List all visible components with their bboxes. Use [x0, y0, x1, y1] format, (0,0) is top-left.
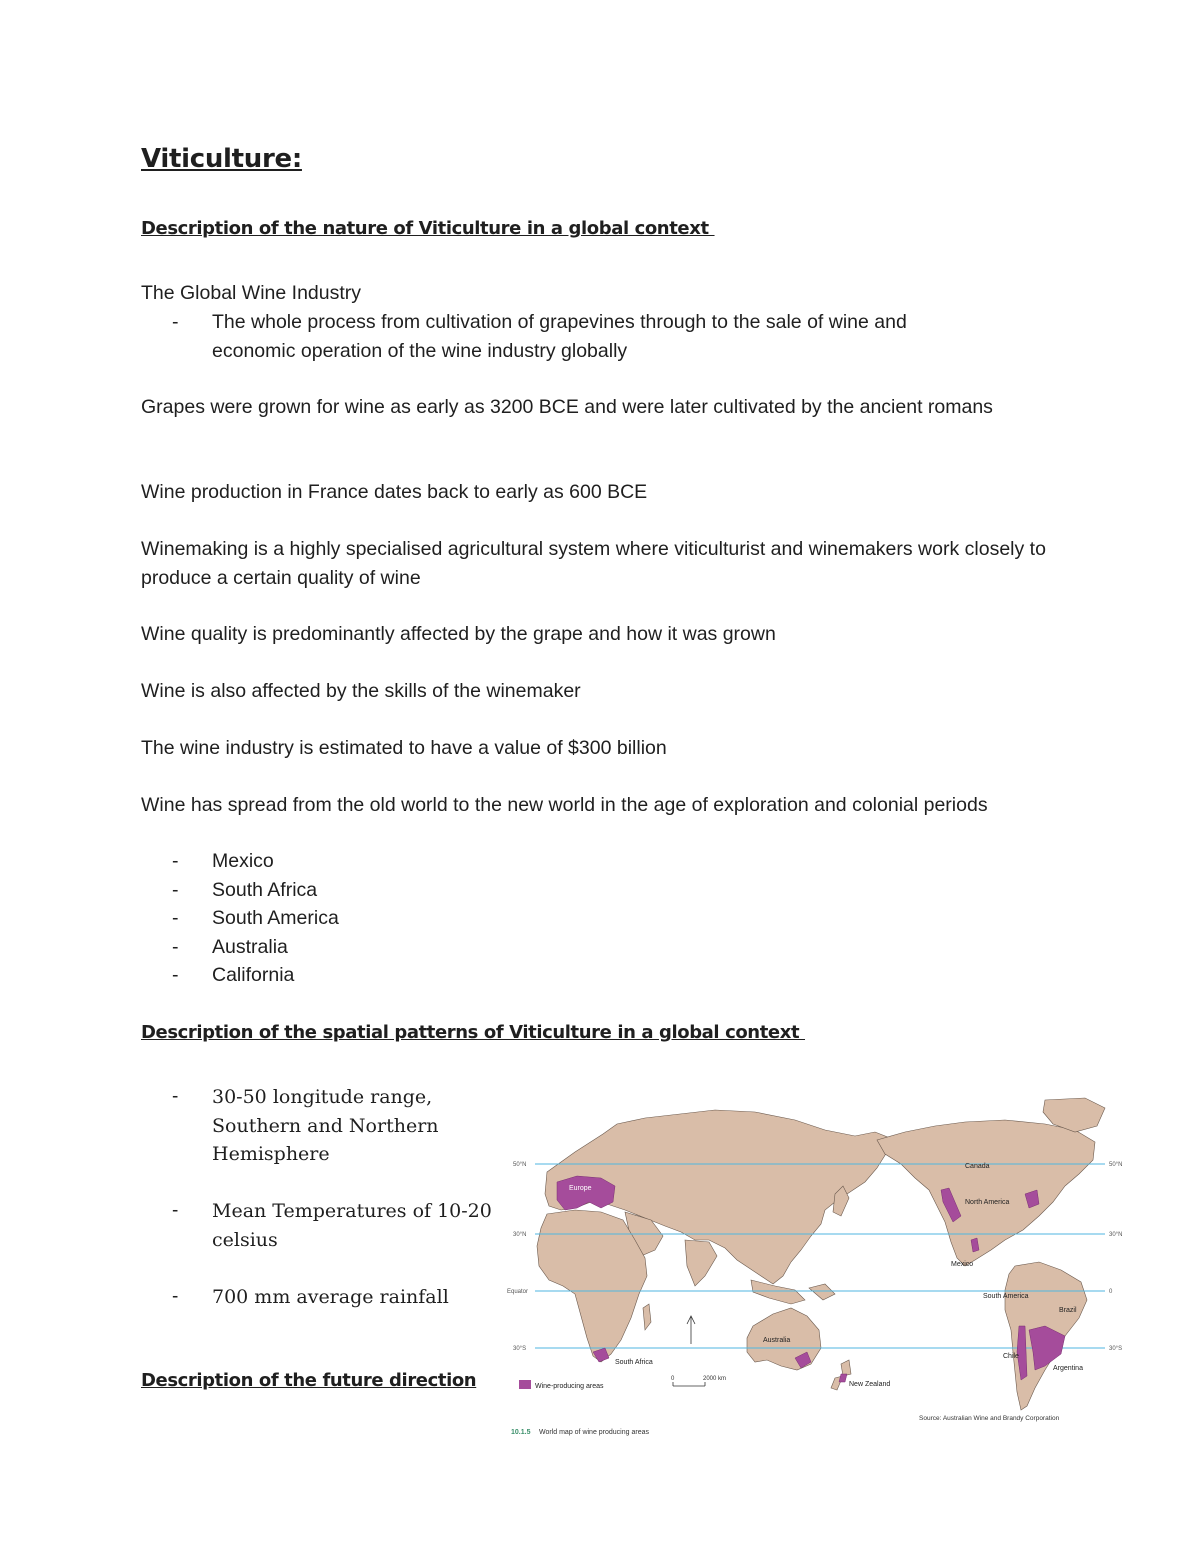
paragraph-france: Wine production in France dates back to early as 600 BCE: [141, 481, 648, 503]
region-label-argentina: Argentina: [1053, 1365, 1083, 1372]
list-item: - South America: [172, 907, 339, 929]
figure-caption-text: World map of wine producing areas: [539, 1429, 649, 1436]
section-heading-spatial: Description of the spatial patterns of Viticulture in a global context: [141, 1022, 806, 1043]
list-item: - Mexico: [172, 850, 274, 872]
paragraph-winemaker-skills: Wine is also affected by the skills of the winemaker: [141, 680, 581, 702]
map-source-credit: Source: Australian Wine and Brandy Corporation: [919, 1415, 1060, 1422]
region-label-north-america: North America: [965, 1199, 1010, 1206]
region-label-europe: Europe: [569, 1185, 592, 1192]
new-world-regions-list: [172, 847, 339, 990]
list-item: - South Africa: [172, 878, 318, 901]
page-title: Viticulture:: [141, 144, 302, 174]
paragraph-wine-spread: Wine has spread from the old world to the new world in the age of exploration and colonial periods: [141, 794, 988, 816]
list-item: - Australia: [172, 935, 288, 958]
legend-label-wine: Wine-producing areas: [535, 1383, 604, 1390]
lat-label-left-equator: Equator: [507, 1289, 529, 1295]
paragraph-grapes-history: Grapes were grown for wine as early as 3200 BCE and were later cultivated by the ancient romans: [141, 396, 993, 418]
legend-swatch-wine: [519, 1380, 531, 1389]
lat-label-right-equator: 0: [1109, 1289, 1113, 1295]
lat-label-left-30s: 30°S: [513, 1346, 527, 1352]
region-label-australia: Australia: [763, 1337, 791, 1344]
list-item: - The whole process from cultivation of grapevines through to the sale of wine and economic operation of the wine industry globally: [172, 311, 907, 362]
scale-label-end: 2000 km: [703, 1376, 727, 1382]
lat-label-right-50n: 50°N: [1109, 1162, 1123, 1168]
industry-definition-list: [172, 308, 992, 365]
list-item: - 30-50 longitude range, Southern and Northern Hemisphere: [172, 1086, 439, 1165]
region-label-new-zealand: New Zealand: [849, 1381, 891, 1388]
industry-definition-text: The whole process from cultivation of grapevines through to the sale of wine and economic operation of the wine industry globally: [212, 311, 907, 362]
region-label-south-america: South America: [983, 1293, 1029, 1300]
section-heading-future: Description of the future direction: [141, 1370, 477, 1391]
lat-label-left-30n: 30°N: [513, 1232, 527, 1238]
region-label-mexico: Mexico: [951, 1261, 974, 1268]
list-item: - 700 mm average rainfall: [172, 1285, 449, 1308]
lat-label-left-50n: 50°N: [513, 1162, 527, 1168]
paragraph-winemaking: Winemaking is a highly specialised agricultural system where viticulturist and winemakers work closely to produce a certain quality of wine: [141, 538, 1046, 589]
figure-caption-number: 10.1.5: [511, 1429, 531, 1436]
region-label-brazil: Brazil: [1059, 1307, 1077, 1314]
lat-label-right-30n: 30°N: [1109, 1232, 1123, 1238]
paragraph-wine-quality: Wine quality is predominantly affected by the grape and how it was grown: [141, 623, 776, 645]
scale-label-start: 0: [671, 1376, 675, 1382]
spatial-pattern-list: [172, 1083, 502, 1340]
list-item: - Mean Temperatures of 10-20 celsius: [172, 1200, 492, 1251]
lat-label-right-30s: 30°S: [1109, 1346, 1123, 1352]
paragraph-industry-value: The wine industry is estimated to have a value of $300 billion: [141, 737, 667, 759]
section-heading-nature: Description of the nature of Viticulture in a global context: [141, 218, 715, 239]
region-label-chile: Chile: [1003, 1353, 1019, 1360]
world-wine-map: [505, 1090, 1130, 1440]
region-label-south-africa: South Africa: [615, 1359, 653, 1366]
industry-label: The Global Wine Industry: [141, 282, 362, 304]
region-label-canada: Canada: [965, 1163, 990, 1170]
list-item: - California: [172, 964, 295, 986]
